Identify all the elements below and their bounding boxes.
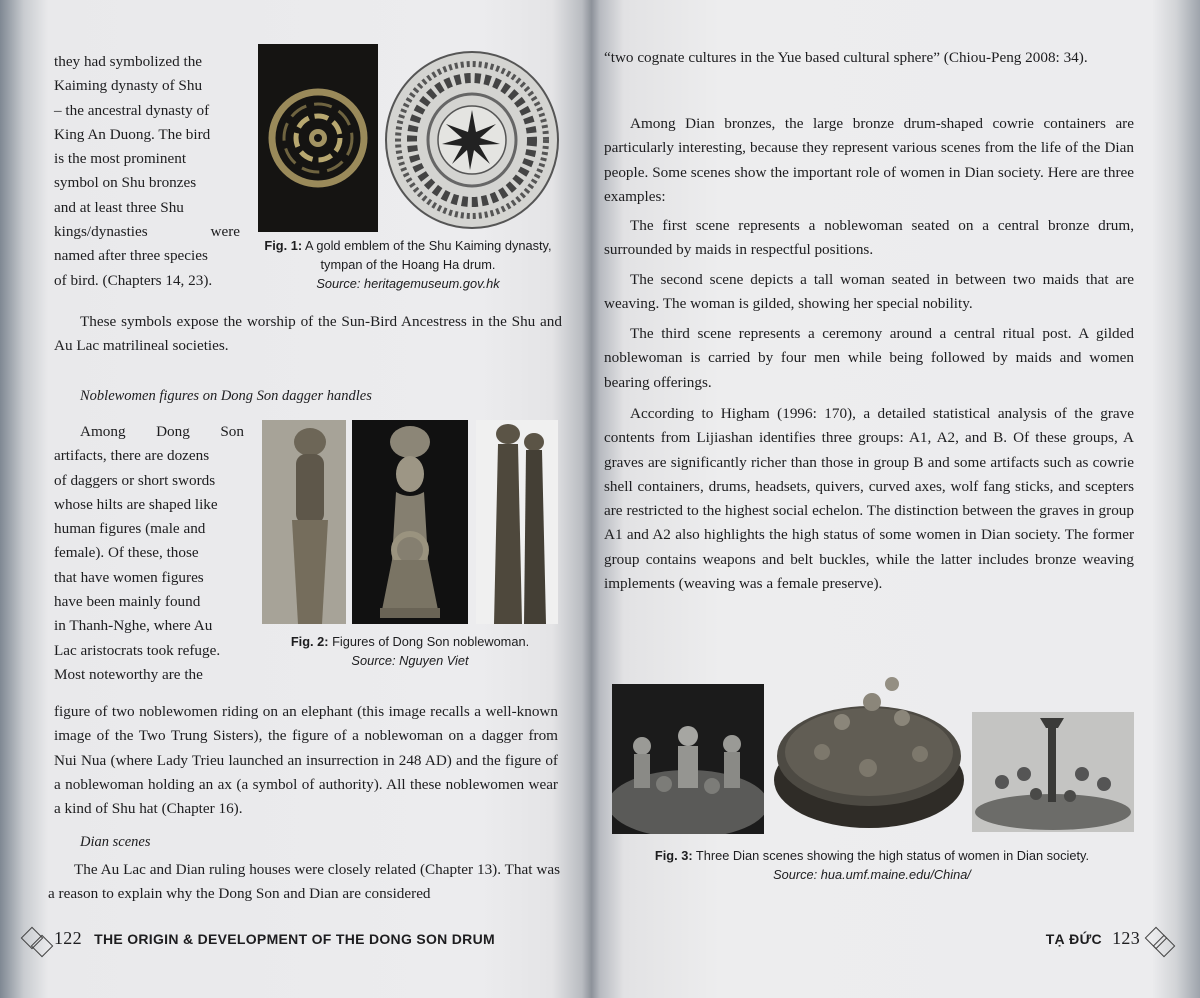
dagger-line: have been mainly found [54, 593, 201, 611]
fig1-caption [250, 236, 566, 293]
left-page [0, 0, 585, 998]
dian-scene-1-graphic [612, 684, 764, 834]
fig3-caption [612, 846, 1132, 884]
fig3-label: Fig. 3: [654, 848, 693, 863]
fig2-dagger-photo-3 [476, 420, 558, 624]
fig2-dagger-photo-2 [352, 420, 468, 624]
dian-paragraph: The Au Lac and Dian ruling houses were closely related (Chapter 13). That was a reason to explain why the Dong Son and Dian are considered [48, 861, 560, 903]
intro-line: and at least three Shu [54, 198, 184, 216]
fig3-dian-scene-2 [772, 660, 966, 838]
right-paragraph-2: Among Dian bronzes, the large bronze drum-shaped cowrie containers are particularly interesting, because they represent various scenes from the life of the Dian people. Some scenes show the important role of women in Dian society. Here are three examples: [604, 115, 1134, 205]
intro-line: King An Duong. The bird [54, 125, 211, 143]
intro-line: they had symbolized the [54, 53, 203, 70]
dagger-line: whose hilts are shaped like [54, 495, 218, 513]
running-title: THE ORIGIN & DEVELOPMENT OF THE DONG SON DRUM [94, 931, 495, 947]
right-paragraph-4: The second scene depicts a tall woman seated in between two maids that are weaving. The woman is gilded, showing her special nobility. [604, 271, 1134, 313]
fig3-dian-scene-1 [612, 684, 764, 834]
intro-line: kings/dynasties were [54, 223, 240, 241]
noblewoman-figure-graphic [352, 420, 468, 624]
dagger-line: Lac aristocrats took refuge. [54, 641, 221, 659]
right-paragraph-3: The first scene represents a noblewoman seated on a central bronze drum, surrounded by maids in respectful positions. [604, 217, 1134, 259]
gold-emblem-graphic [258, 44, 378, 232]
dagger-line: that have women figures [54, 568, 204, 586]
ritual-post-graphic [972, 712, 1134, 832]
right-footer [1030, 928, 1140, 949]
subheading-dagger-handles: Noblewomen figures on Dong Son dagger handles [80, 388, 372, 404]
dagger-line: Most noteworthy are the [54, 665, 203, 683]
fig2-label: Fig. 2: [290, 634, 329, 649]
intro-line: is the most prominent [54, 150, 187, 168]
author-name: TẠ ĐỨC [1045, 931, 1102, 947]
fig1-label: Fig. 1: [264, 238, 303, 253]
intro-line: named after three species [54, 247, 208, 265]
fig3-source: Source: hua.umf.maine.edu/China/ [773, 867, 971, 882]
subheading-dian-scenes: Dian scenes [80, 834, 151, 850]
fig1-source: Source: heritagemuseum.gov.hk [316, 276, 500, 291]
dagger-hilt-graphic [262, 420, 346, 624]
dagger-line: of daggers or short swords [54, 471, 216, 489]
intro-text-block [54, 50, 240, 293]
fig1-hoang-ha-tympan-image [384, 44, 560, 232]
dagger-line: human figures (male and [54, 520, 206, 538]
fig3-dian-scene-3 [972, 712, 1134, 832]
fig1-gold-emblem-image [258, 44, 378, 232]
intro-line: of bird. (Chapters 14, 23). [54, 271, 213, 289]
dagger-text-block [54, 420, 244, 687]
intro-line: Kaiming dynasty of Shu [54, 77, 203, 95]
dagger-line: female). Of these, those [54, 544, 199, 562]
left-footer [54, 928, 554, 949]
fig2-source: Source: Nguyen Viet [351, 653, 469, 668]
fig2-dagger-photo-1 [262, 420, 346, 624]
fig2-caption-text: Figures of Dong Son noblewoman. [328, 634, 530, 649]
cowrie-container-graphic [772, 660, 966, 838]
dagger-line: artifacts, there are dozens [54, 447, 210, 465]
right-page-number: 123 [1112, 928, 1140, 948]
right-page [590, 0, 1200, 998]
drum-tympan-graphic [384, 44, 560, 232]
dagger-line: in Thanh-Nghe, where Au [54, 617, 213, 635]
intro-line: – the ancestral dynasty of [54, 101, 210, 119]
right-paragraph-1: “two cognate cultures in the Yue based cultural sphere” (Chiou-Peng 2008: 34). [604, 49, 1088, 66]
right-paragraph-6: According to Higham (1996: 170), a detailed statistical analysis of the grave contents from Lijiashan identifies three groups: A1, A2, and B. Of these groups, A graves are significantly richer than those in group B and some artifacts such as cowrie shell containers, drums, headsets, quivers, curved axes, wolf fang sticks, and scepters are restricted to the highest social echelon. The distinction between the graves in group A1 and A2 also highlights the high status of some women in Dian society. The former group contains weapons and belt buckles, while the latter includes bronze weaving implements (weaving was a female preserve). [604, 405, 1134, 593]
left-page-number: 122 [54, 928, 82, 948]
intro-line: symbol on Shu bronzes [54, 174, 197, 192]
fig2-caption [262, 632, 558, 670]
right-paragraph-5: The third scene represents a ceremony around a central ritual post. A gilded noblewoman is carried by four men while being followed by maids and women bearing offerings. [604, 325, 1134, 391]
fig1-caption-text: A gold emblem of the Shu Kaiming dynasty, tympan of the Hoang Ha drum. [302, 238, 552, 272]
fig3-caption-text: Three Dian scenes showing the high status of women in Dian society. [692, 848, 1090, 863]
dagger-line: Among Dong Son [80, 423, 244, 440]
dagger-continuation-paragraph: figure of two noblewomen riding on an elephant (this image recalls a well-known image of the Two Trung Sisters), the figure of a noblewoman on a dagger from Nui Nua (where Lady Trieu launched an insurrection in 248 AD) and the figure of a noblewoman holding an ax (a symbol of authority). All these noblewomen wear a kind of Shu hat (Chapter 16). [54, 703, 558, 818]
symbols-paragraph: These symbols expose the worship of the Sun-Bird Ancestress in the Shu and Au Lac matrilineal societies. [54, 313, 562, 355]
two-figures-graphic [476, 420, 558, 624]
